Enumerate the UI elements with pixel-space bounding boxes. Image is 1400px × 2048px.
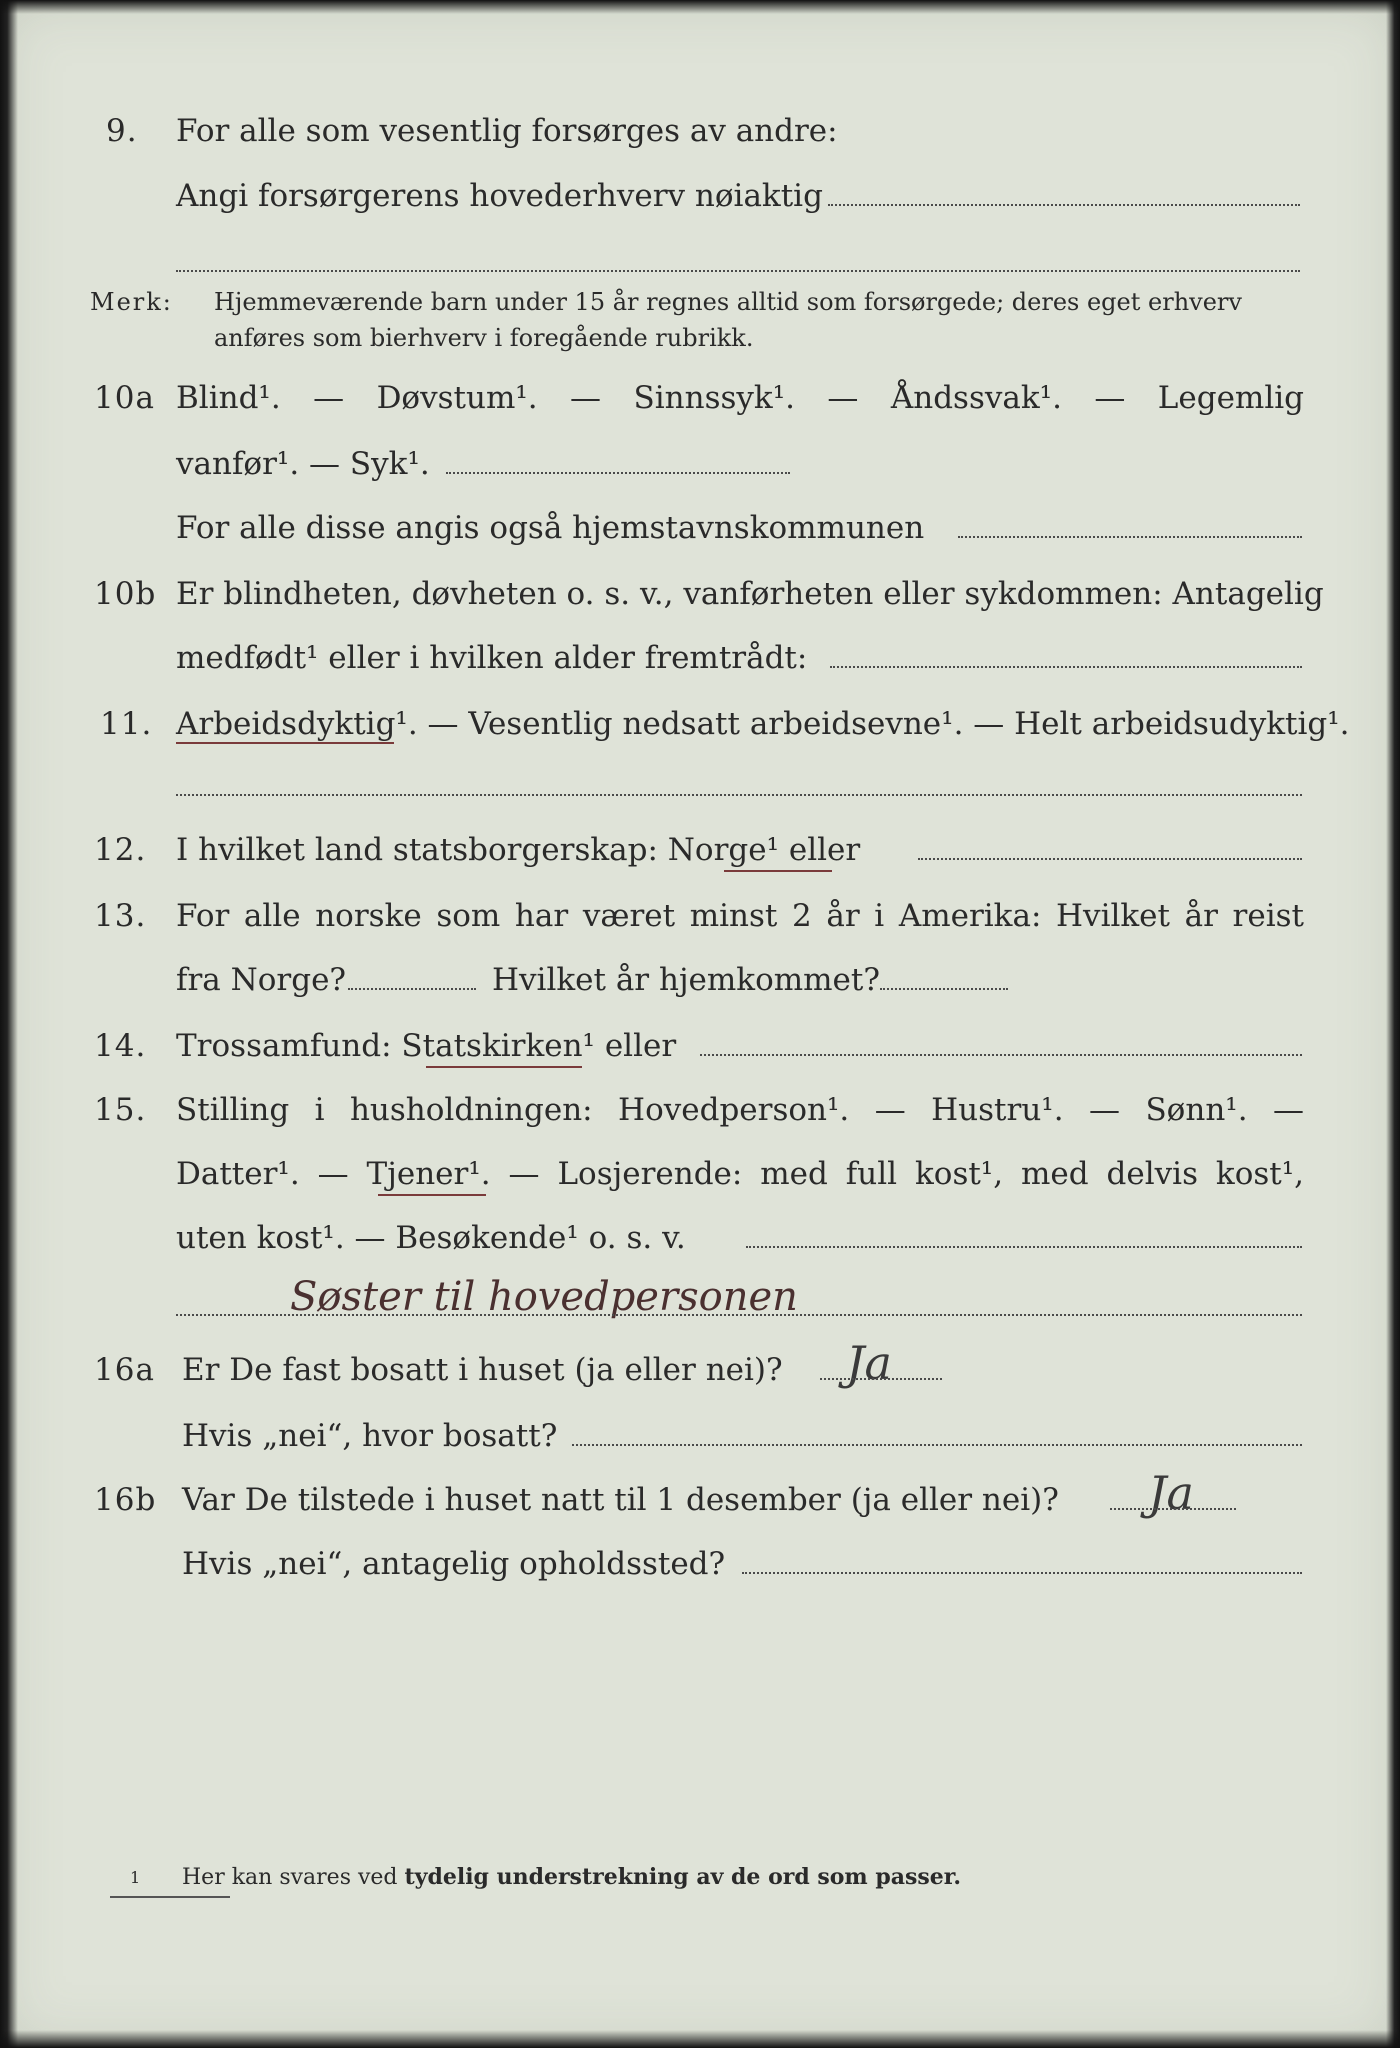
item-number: 14. (94, 1028, 147, 1064)
handwritten-answer: Ja (1148, 1466, 1194, 1520)
answer-line[interactable] (746, 1246, 1302, 1248)
item-15-row-2 (0, 1148, 1400, 1200)
answer-line[interactable] (1110, 1508, 1236, 1510)
item-text: Hvilket år hjemkommet? (492, 962, 880, 998)
item-16b-row-1 (0, 1466, 1400, 1526)
handwritten-underline (724, 870, 832, 872)
item-text: Datter¹. — Tjener¹. — Losjerende: med full kost¹, med delvis kost¹, (176, 1156, 1304, 1192)
handwritten-underline (426, 1066, 582, 1068)
item-text: Var De tilstede i huset natt til 1 desember (ja eller nei)? (182, 1482, 1059, 1518)
note-text: Hjemmeværende barn under 15 år regnes alltid som forsørgede; deres eget erhverv (214, 288, 1242, 316)
item-text: Er De fast bosatt i huset (ja eller nei)? (182, 1352, 783, 1388)
answer-line[interactable] (176, 794, 1302, 796)
item-text: Hvis „nei“, hvor bosatt? (182, 1418, 558, 1454)
footnote-mark: 1 (130, 1868, 141, 1887)
item-11-row-1 (0, 698, 1400, 750)
item-15-row-1 (0, 1084, 1400, 1136)
answer-line[interactable] (572, 1444, 1302, 1446)
item-9-row-1 (0, 105, 1400, 157)
answer-line[interactable] (176, 1314, 1302, 1316)
item-13-row-1 (0, 890, 1400, 942)
item-10b-row-1 (0, 568, 1400, 620)
item-text: For alle disse angis også hjemstavnskommunen (176, 510, 925, 546)
handwritten-underline (378, 1194, 486, 1196)
item-16a-row-2 (0, 1410, 1400, 1462)
answer-line[interactable] (880, 988, 1008, 990)
item-16b-row-2 (0, 1538, 1400, 1590)
item-15-row-4 (0, 1272, 1400, 1324)
footnote-emphasis: tydelig understrekning av de ord som passer. (404, 1864, 962, 1890)
scan-border-bottom (0, 2030, 1400, 2048)
item-text: Er blindheten, døvheten o. s. v., vanførheten eller sykdommen: Antagelig (176, 576, 1324, 612)
item-text: For alle som vesentlig forsørges av andre: (176, 113, 838, 149)
footnote-rule (110, 1896, 230, 1898)
item-number: 10b (94, 576, 157, 612)
note-text: anføres som bierhverv i foregående rubrikk. (214, 324, 754, 352)
item-12-row-1 (0, 824, 1400, 876)
item-number: 12. (94, 832, 147, 868)
item-text: Blind¹. — Døvstum¹. — Sinnssyk¹. — Åndssvak¹. — Legemlig (176, 380, 1304, 416)
item-10a-row-1 (0, 372, 1400, 424)
item-text: medfødt¹ eller i hvilken alder fremtrådt: (176, 640, 808, 676)
answer-line[interactable] (958, 536, 1302, 538)
item-number: 16b (94, 1482, 157, 1518)
item-14-row-1 (0, 1020, 1400, 1072)
item-text: fra Norge? (176, 962, 347, 998)
item-text: uten kost¹. — Besøkende¹ o. s. v. (176, 1220, 686, 1256)
item-text: I hvilket land statsborgerskap: Norge¹ eller (176, 832, 861, 868)
handwritten-answer: Ja (846, 1336, 892, 1390)
answer-line[interactable] (446, 472, 790, 474)
handwritten-answer: Søster til hovedpersonen (290, 1274, 798, 1320)
answer-line[interactable] (176, 270, 1300, 272)
item-number: 15. (94, 1092, 147, 1128)
item-text: For alle norske som har været minst 2 år i Amerika: Hvilket år reist (176, 898, 1304, 934)
item-text: Angi forsørgerens hovederhverv nøiaktig (176, 178, 823, 214)
note-label: Merk: (90, 288, 173, 316)
item-text: Trossamfund: Statskirken¹ eller (176, 1028, 677, 1064)
answer-line[interactable] (828, 204, 1300, 206)
item-13-row-2 (0, 954, 1400, 1006)
item-number: 13. (94, 898, 147, 934)
item-9-row-2 (0, 170, 1400, 222)
answer-line[interactable] (918, 858, 1302, 860)
item-text: Hvis „nei“, antagelig opholdssted? (182, 1546, 726, 1582)
answer-line[interactable] (348, 988, 476, 990)
scan-border-top (0, 0, 1400, 14)
item-number: 9. (106, 113, 138, 149)
item-text: Arbeidsdyktig¹. — Vesentlig nedsatt arbeidsevne¹. — Helt arbeidsudyktig¹. (176, 706, 1350, 742)
answer-line[interactable] (742, 1572, 1302, 1574)
answer-line[interactable] (820, 1378, 942, 1380)
item-10a-row-3 (0, 502, 1400, 554)
footnote (182, 1864, 961, 1890)
answer-line[interactable] (830, 666, 1302, 668)
footnote-text: Her kan svares ved (182, 1865, 398, 1890)
item-10a-row-2 (0, 438, 1400, 490)
item-number: 10a (94, 380, 155, 416)
handwritten-underline (176, 742, 394, 744)
item-number: 11. (100, 706, 153, 742)
answer-line[interactable] (700, 1054, 1302, 1056)
item-number: 16a (94, 1352, 155, 1388)
item-10b-row-2 (0, 632, 1400, 684)
item-text: vanfør¹. — Syk¹. (176, 446, 430, 482)
item-16a-row-1 (0, 1336, 1400, 1396)
item-text: Stilling i husholdningen: Hovedperson¹. — Hustru¹. — Sønn¹. — (176, 1092, 1304, 1128)
item-15-row-3 (0, 1212, 1400, 1264)
